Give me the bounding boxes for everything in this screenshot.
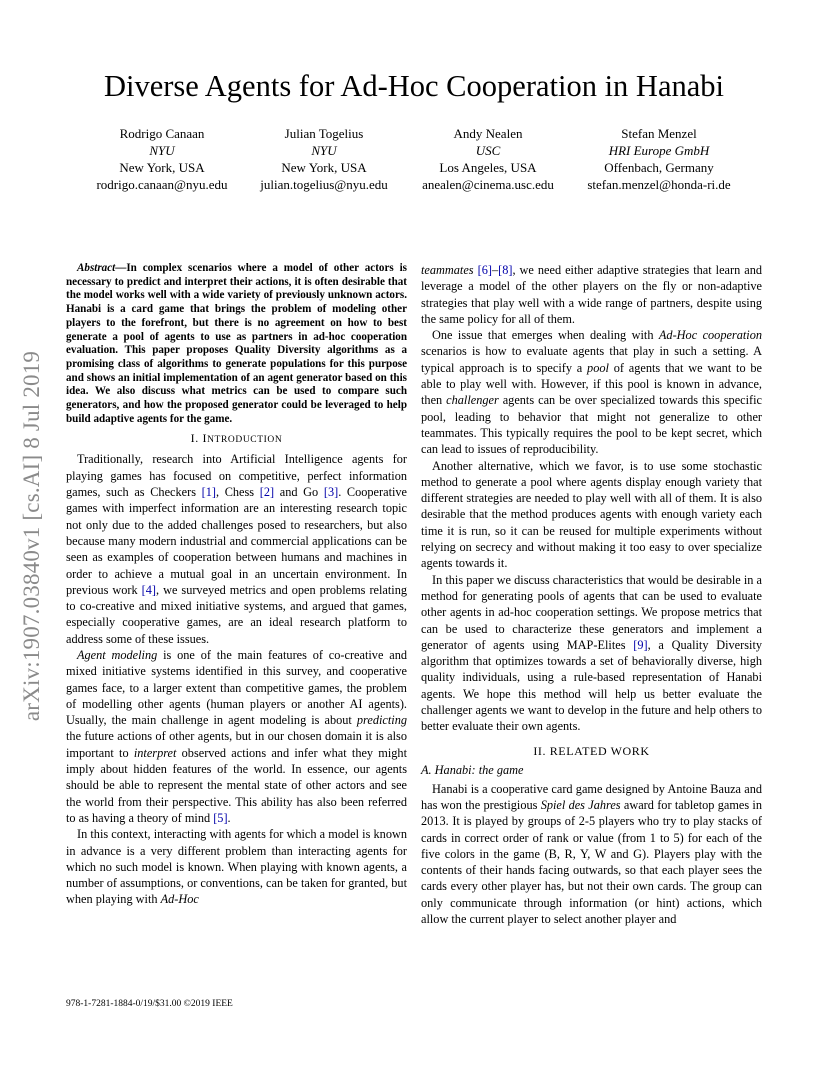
arxiv-stamp: arXiv:1907.03840v1 [cs.AI] 8 Jul 2019: [19, 350, 44, 722]
author-affiliation: NYU: [149, 143, 175, 158]
section-heading-introduction: I. INTRODUCTION: [190, 431, 283, 446]
abstract-text: —In complex scenarios where a model of other actors is necessary to predict and interpret their actions, it is often desirable that the model works well with a wide variety of previously unknown actors. Hanabi is a card game that brings the problem of modeling other players to the forefront, but there is no agreement on how to best generate a pool of agents to use as partners in ad-hoc cooperation evaluation. This paper proposes Quality Diversity algorithms as a promising class of algorithms to generate populations for this purpose and shows an initial implementation of an agent generator based on this idea. We also discuss what metrics can be used to compare such generators, and how the proposed generator could be leveraged to help build adaptive agents for the game.: [66, 262, 407, 425]
section-heading-related-work: II. RELATED WORK: [533, 743, 650, 758]
abstract-lead: Abstract: [77, 262, 116, 274]
intro-paragraph-2: Agent modeling is one of the main features of co-creative and mixed initiative systems identified in this survey, and cooperative games face, to a larger extent than competitive games, the problem of modelling other agents (human players or another AI agents). Usually, the main challenge in agent modeling is about predicting the future actions of other agents, but in our chosen domain it is also important to interpret observed actions and infer what they might imply about hidden features of the world. In essence, our agents should be able to represent the mental state of other actors and see the world from their perspective. This ability has also been referred to as having a theory of mind [5].: [66, 648, 407, 825]
citation-link[interactable]: [6]: [477, 263, 492, 277]
author-location: New York, USA: [119, 160, 205, 175]
citation-link[interactable]: [2]: [259, 485, 275, 500]
abstract: [66, 262, 407, 426]
author-name: Rodrigo Canaan: [119, 126, 205, 141]
author-email: rodrigo.canaan@nyu.edu: [96, 177, 228, 192]
author-block-3: [393, 125, 583, 193]
citation-link[interactable]: [1]: [201, 485, 216, 500]
subsection-heading-hanabi: A. Hanabi: the game: [421, 762, 524, 777]
intro-paragraph-continued: teammates [6]–[8], we need either adaptive strategies that learn and leverage a model of the other players on the fly or non-adaptive strategies that play well with a wide range of partners, despite using the same policy for all of them.: [421, 263, 762, 326]
author-location: Offenbach, Germany: [604, 160, 714, 175]
right-column: [421, 262, 762, 927]
paper-title: Diverse Agents for Ad-Hoc Cooperation in Hanabi: [103, 69, 725, 103]
left-column: [66, 262, 407, 908]
author-affiliation: HRI Europe GmbH: [608, 143, 710, 158]
author-affiliation: USC: [475, 143, 501, 158]
copyright-footer: 978-1-7281-1884-0/19/$31.00 ©2019 IEEE: [66, 999, 233, 1009]
citation-link[interactable]: [3]: [323, 485, 339, 500]
citation-link[interactable]: [4]: [141, 582, 156, 597]
author-email: stefan.menzel@honda-ri.de: [587, 177, 731, 192]
author-location: New York, USA: [281, 160, 367, 175]
author-name: Stefan Menzel: [621, 126, 697, 141]
citation-link[interactable]: [8]: [498, 263, 513, 277]
intro-paragraph-5: Another alternative, which we favor, is to use some stochastic method to generate a pool where agents display enough variety that different strategies are needed to play well with all of them. It is also desirable that the method produces agents with enough variety each time it is run, so it can be reused for multiple experiments without relying on secrecy and without making it too easy to over specialize agents towards it.: [421, 458, 762, 571]
author-location: Los Angeles, USA: [439, 160, 537, 175]
intro-paragraph-1: Traditionally, research into Artificial Intelligence agents for playing games has focused on competitive, perfect information games, such as Checkers [1], Chess [2] and Go [3]. Cooperative games with imperfect information are an interesting research topic not only due to the added challenges posed to researchers, but also because many modern industrial and commercial applications can be seen as examples of cooperation between humans and machines in order to achieve a mutual goal in an uncertain environment. In previous work [4], we surveyed metrics and open problems relating to co-creative and mixed initiative systems, and argued that games, especially cooperative games, are an ideal research platform to address some of these issues.: [66, 452, 408, 646]
intro-paragraph-3: In this context, interacting with agents for which a model is known in advance is a very different problem than interacting agents for which no such model is known. When playing with known agents, a number of assumptions, or conventions, can be taken for granted, but when playing with Ad-Hoc: [66, 827, 407, 907]
author-email: julian.togelius@nyu.edu: [260, 177, 388, 192]
author-block-4: [564, 125, 754, 193]
citation-link[interactable]: [5]: [213, 810, 228, 825]
intro-paragraph-4: One issue that emerges when dealing with Ad-Hoc cooperation scenarios is how to evaluate agents that play in such a setting. A typical approach is to specify a pool of agents that we want to be able to play well with. However, if this pool is known in advance, then challenger agents can be over specialized towards this specific pool, leading to behavior that might not generalize to other teammates. This typically requires the pool to be kept secret, which can lead to issues of reproducibility.: [421, 328, 763, 457]
author-block-2: [229, 125, 419, 193]
author-affiliation: NYU: [311, 143, 337, 158]
intro-paragraph-6: In this paper we discuss characteristics that would be desirable in a method for generating pools of agents that can be used to evaluate other agents in ad-hoc cooperation settings. We propose metrics that can be used to characterize these generators and implement a generator of agents using MAP-Elites [9], a Quality Diversity algorithm that optimizes towards a set of behaviorally diverse, high quality individuals, using a rule-based representation of Hanabi agents. We hope this method will help us better evaluate the challenger agents we want to develop in the future and help others to better evaluate their own agents.: [421, 572, 763, 734]
citation-link[interactable]: [9]: [633, 637, 648, 652]
author-name: Andy Nealen: [453, 126, 523, 141]
hanabi-paragraph-1: Hanabi is a cooperative card game designed by Antoine Bauza and has won the prestigious Spiel des Jahres award for tabletop games in 2013. It is played by groups of 2-5 players who try to play stacks of cards in correct order of rank or value (from 1 to 5) for each of the five colors in the game (B, R, Y, W and G). Players play with the contents of their hands facing outwards, so that each player sees the cards every other player has, but not their own cards. The group can only communicate through information (or hint) actions, which allow the current player to select another player and: [421, 781, 762, 926]
author-email: anealen@cinema.usc.edu: [422, 177, 554, 192]
author-name: Julian Togelius: [284, 126, 364, 141]
